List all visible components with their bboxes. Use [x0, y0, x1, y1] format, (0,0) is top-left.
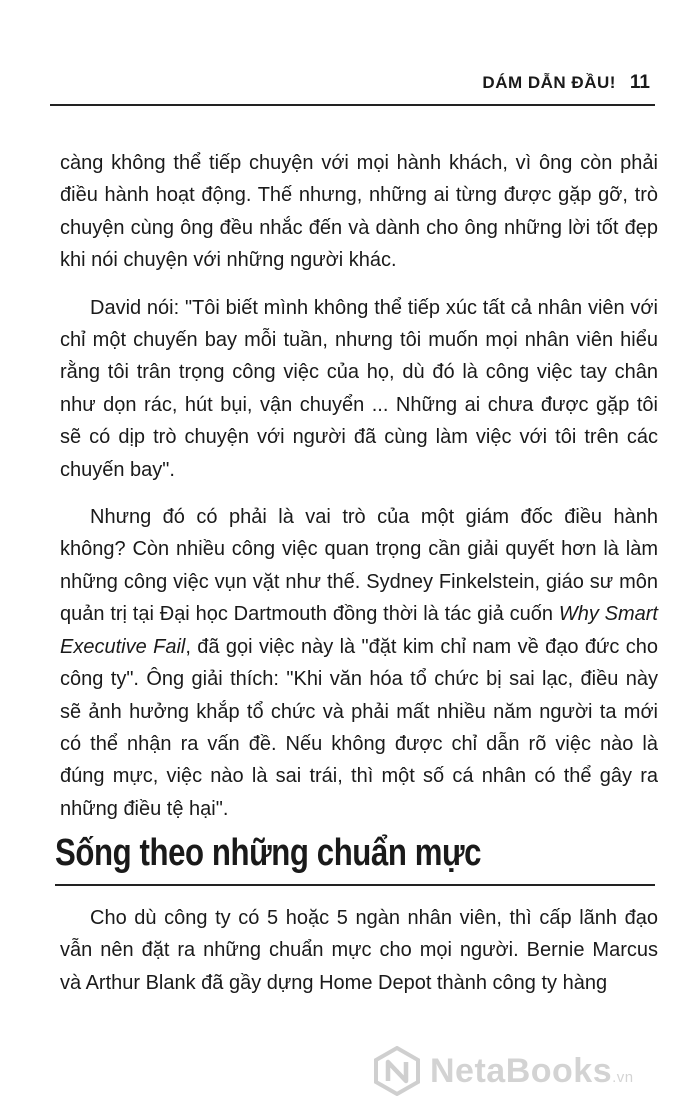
section-heading-rule: [55, 884, 655, 886]
header-rule: [50, 104, 655, 106]
paragraph-1: càng không thể tiếp chuyện với mọi hành khách, vì ông còn phải điều hành hoạt động. Thế nhưng, những ai từng được gặp gỡ, trò chuyện cùng ông đều nhắc đến và dành cho ông những lời tốt đẹp khi nói chuyện với những người khác.: [60, 152, 658, 272]
section-paragraph: Cho dù công ty có 5 hoặc 5 ngàn nhân viên, thì cấp lãnh đạo vẫn nên đặt ra những chuẩn mực cho mọi người. Bernie Marcus và Arthur Blank đã gầy dựng Home Depot thành công ty hàng: [60, 907, 658, 994]
paragraph-3: [60, 501, 658, 825]
netabooks-watermark: [372, 1046, 634, 1096]
watermark-brand-suffix: .vn: [612, 1068, 634, 1086]
section-body: [60, 902, 658, 999]
book-title: Why Smart Executive Fail: [60, 603, 658, 658]
watermark-brand: [430, 1052, 634, 1091]
paragraph-2: David nói: "Tôi biết mình không thể tiếp xúc tất cả nhân viên với chỉ một chuyến bay mỗi tuần, nhưng tôi muốn mọi nhân viên hiểu rằng tôi trân trọng công việc của họ, dù đó là công việc tay chân như dọn rác, hút bụi, vận chuyển ... Những ai chưa được gặp tôi sẽ có dịp trò chuyện với người đã cùng làm việc với tôi trên các chuyến bay".: [60, 296, 658, 481]
body-text: [60, 147, 658, 825]
paragraph-3-text-after: , đã gọi việc này là "đặt kim chỉ nam về đạo đức cho công ty". Ông giải thích: "Khi văn hóa tổ chức bị sai lạc, điều này sẽ ảnh hưởng khắp tổ chức và phải mất nhiều năm người ta mới có thể nhận ra vấn đề. Nếu không được chỉ dẫn rõ việc nào là đúng mực, việc nào là sai trái, thì một số cá nhân có thể gây ra những điều tệ hại".: [60, 635, 658, 820]
paragraph-3-text-before: Nhưng đó có phải là vai trò của một giám đốc điều hành không? Còn nhiều công việc quan trọng cần giải quyết hơn là làm những công việc vụn vặt như thế. Sydney Finkelstein, giáo sư môn quản trị tại Đại học Dartmouth đồng thời là tác giả cuốn: [60, 506, 658, 626]
page-number: 11: [629, 72, 650, 93]
page-header: [482, 72, 650, 94]
running-title: DÁM DẪN ĐẦU!: [482, 73, 616, 92]
watermark-brand-name: NetaBooks: [430, 1051, 613, 1090]
netabooks-logo-icon: [372, 1046, 422, 1096]
section-heading: Sống theo những chuẩn mực: [55, 832, 482, 874]
